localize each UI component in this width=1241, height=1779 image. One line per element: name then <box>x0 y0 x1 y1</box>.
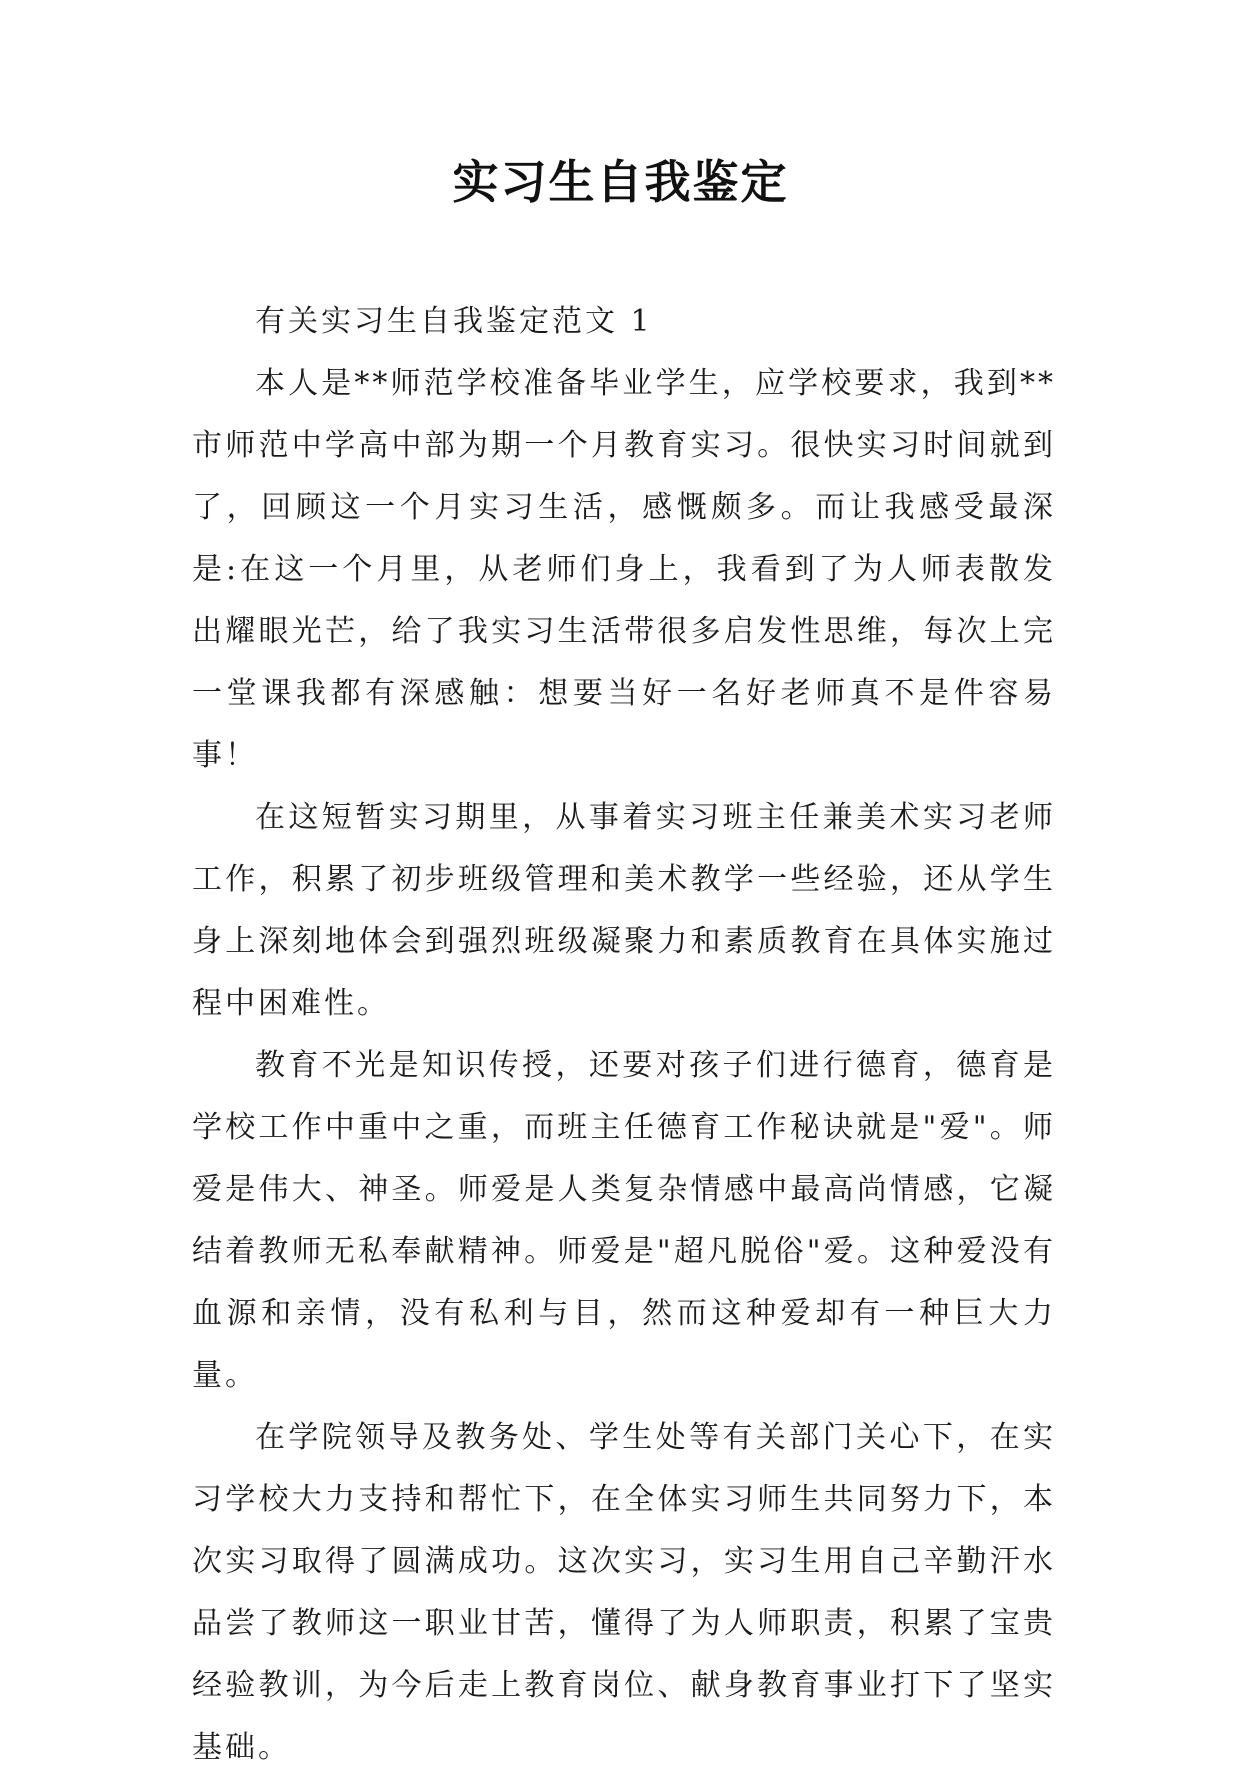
paragraph-3: 教育不光是知识传授，还要对孩子们进行德育，德育是学校工作中重中之重，而班主任德育工作秘诀就是"爱"。师爱是伟大、神圣。师爱是人类复杂情感中最高尚情感，它凝结着教师无私奉献精神。师爱是"超凡脱俗"爱。这种爱没有血源和亲情，没有私利与目，然而这种爱却有一种巨大力量。 <box>192 1048 1056 1393</box>
paragraph-4: 在学院领导及教务处、学生处等有关部门关心下，在实习学校大力支持和帮忙下，在全体实习师生共同努力下，本次实习取得了圆满成功。这次实习，实习生用自己辛勤汗水品尝了教师这一职业甘苦，懂得了为人师职责，积累了宝贵经验教训，为今后走上教育岗位、献身教育事业打下了坚实基础。 <box>192 1420 1056 1765</box>
paragraph-2: 在这短暂实习期里，从事着实习班主任兼美术实习老师工作，积累了初步班级管理和美术教学一些经验，还从学生身上深刻地体会到强烈班级凝聚力和素质教育在具体实施过程中困难性。 <box>192 800 1056 1021</box>
document-body <box>192 291 1056 1779</box>
section-heading: 有关实习生自我鉴定范文 1 <box>255 304 653 339</box>
paragraph-1: 本人是**师范学校准备毕业学生，应学校要求，我到**市师范中学高中部为期一个月教育实习。很快实习时间就到了，回顾这一个月实习生活，感慨颇多。而让我感受最深是:在这一个月里，从老师们身上，我看到了为人师表散发出耀眼光芒，给了我实习生活带很多启发性思维，每次上完一堂课我都有深感触：想要当好一名好老师真不是件容易事！ <box>192 366 1056 773</box>
document-title: 实习生自我鉴定 <box>452 155 789 209</box>
